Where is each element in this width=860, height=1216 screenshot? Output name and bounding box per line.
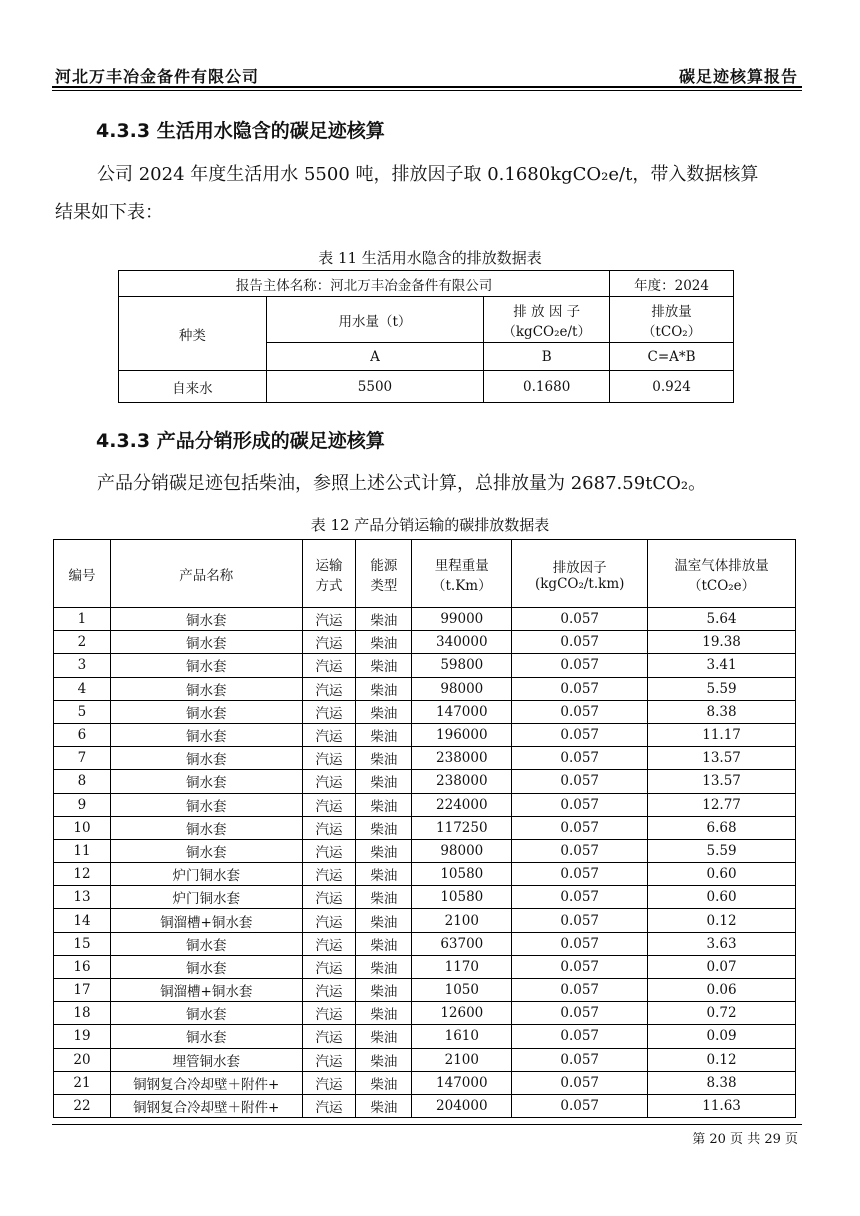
table11-caption: 表 11 生活用水隐含的排放数据表 bbox=[318, 249, 542, 267]
table12-cell-distance: 12600 bbox=[412, 1002, 512, 1025]
table12-cell-ghg: 0.12 bbox=[648, 1048, 796, 1071]
table12-cell-name: 铜水套 bbox=[110, 839, 302, 862]
table12-header-energy-line1: 能源 bbox=[370, 557, 398, 574]
table12-cell-mode: 汽运 bbox=[302, 723, 356, 746]
table12-cell-no: 6 bbox=[54, 723, 111, 746]
paragraph-water-line1: 公司 2024 年度生活用水 5500 吨，排放因子取 0.1680kgCO₂e/t，带入数据核算 bbox=[97, 164, 759, 185]
table11-col-emission bbox=[610, 297, 734, 343]
table12-cell-mode: 汽运 bbox=[302, 979, 356, 1002]
table12-cell-ghg: 13.57 bbox=[648, 770, 796, 793]
table12-cell-no: 20 bbox=[54, 1048, 111, 1071]
table-row bbox=[54, 770, 796, 793]
table-row bbox=[54, 677, 796, 700]
header-rule-thin bbox=[52, 90, 802, 91]
table12-cell-name: 铜水套 bbox=[110, 747, 302, 770]
table12-cell-no: 21 bbox=[54, 1071, 111, 1094]
table12-body bbox=[54, 608, 796, 1118]
table12-cell-energy: 柴油 bbox=[356, 979, 412, 1002]
table12-cell-mode: 汽运 bbox=[302, 955, 356, 978]
table11-row-type: 自来水 bbox=[119, 371, 267, 403]
table12-cell-mode: 汽运 bbox=[302, 1048, 356, 1071]
table12-cell-name: 铜水套 bbox=[110, 654, 302, 677]
table12-cell-factor: 0.057 bbox=[512, 863, 648, 886]
table12-cell-distance: 99000 bbox=[412, 608, 512, 631]
table12-cell-name: 铜水套 bbox=[110, 677, 302, 700]
table12-cell-ghg: 8.38 bbox=[648, 700, 796, 723]
table12-cell-no: 16 bbox=[54, 955, 111, 978]
table12-cell-energy: 柴油 bbox=[356, 747, 412, 770]
table12-cell-ghg: 5.59 bbox=[648, 677, 796, 700]
table-row bbox=[54, 955, 796, 978]
table12-cell-energy: 柴油 bbox=[356, 839, 412, 862]
table11-col-factor-line2: （kgCO₂e/t） bbox=[502, 323, 591, 340]
table-row bbox=[54, 1025, 796, 1048]
table12-cell-mode: 汽运 bbox=[302, 932, 356, 955]
table12-cell-mode: 汽运 bbox=[302, 886, 356, 909]
table12-cell-factor: 0.057 bbox=[512, 608, 648, 631]
table12-cell-name: 铜水套 bbox=[110, 1025, 302, 1048]
table12-cell-energy: 柴油 bbox=[356, 1094, 412, 1117]
table12-cell-name: 铜溜槽+铜水套 bbox=[110, 979, 302, 1002]
table12-cell-factor: 0.057 bbox=[512, 909, 648, 932]
table-row bbox=[54, 608, 796, 631]
table12-cell-name: 埋管铜水套 bbox=[110, 1048, 302, 1071]
table12-header-mode-line1: 运输 bbox=[315, 557, 343, 574]
table12-cell-factor: 0.057 bbox=[512, 723, 648, 746]
table12-cell-distance: 147000 bbox=[412, 700, 512, 723]
table12-cell-factor: 0.057 bbox=[512, 1048, 648, 1071]
table-row bbox=[54, 793, 796, 816]
table11-col-factor-line1: 排 放 因 子 bbox=[513, 303, 581, 320]
table11-col-emission-line1: 排放量 bbox=[651, 303, 692, 320]
table12-header-energy bbox=[356, 540, 412, 608]
table12-cell-energy: 柴油 bbox=[356, 886, 412, 909]
table12-cell-no: 7 bbox=[54, 747, 111, 770]
paragraph-water-line2: 结果如下表： bbox=[55, 202, 163, 223]
table12-cell-distance: 117250 bbox=[412, 816, 512, 839]
table12-cell-mode: 汽运 bbox=[302, 1094, 356, 1117]
table12-cell-energy: 柴油 bbox=[356, 700, 412, 723]
table12-cell-factor: 0.057 bbox=[512, 1071, 648, 1094]
table12-cell-mode: 汽运 bbox=[302, 700, 356, 723]
table12-cell-ghg: 19.38 bbox=[648, 631, 796, 654]
table12-header-mode-line2: 方式 bbox=[315, 577, 343, 594]
table12-cell-factor: 0.057 bbox=[512, 631, 648, 654]
table12-cell-no: 13 bbox=[54, 886, 111, 909]
table12-cell-mode: 汽运 bbox=[302, 863, 356, 886]
table12-cell-no: 1 bbox=[54, 608, 111, 631]
table-row bbox=[54, 839, 796, 862]
table12-cell-no: 22 bbox=[54, 1094, 111, 1117]
table12-header-name: 产品名称 bbox=[110, 540, 302, 608]
table12-cell-no: 19 bbox=[54, 1025, 111, 1048]
table12-cell-mode: 汽运 bbox=[302, 793, 356, 816]
table-row bbox=[54, 863, 796, 886]
table12-header-factor-line2: (kgCO₂/t.km) bbox=[534, 575, 625, 592]
table12-cell-no: 10 bbox=[54, 816, 111, 839]
table12-cell-no: 5 bbox=[54, 700, 111, 723]
table-row bbox=[54, 909, 796, 932]
paragraph-distribution-line1: 产品分销碳足迹包括柴油，参照上述公式计算，总排放量为 2687.59tCO₂。 bbox=[97, 473, 707, 494]
table12-cell-energy: 柴油 bbox=[356, 723, 412, 746]
table12-distribution-emissions bbox=[53, 539, 796, 1118]
table12-cell-factor: 0.057 bbox=[512, 700, 648, 723]
table-row bbox=[54, 1094, 796, 1117]
table12-cell-distance: 1170 bbox=[412, 955, 512, 978]
table12-header-energy-line2: 类型 bbox=[370, 577, 398, 594]
table12-cell-factor: 0.057 bbox=[512, 886, 648, 909]
paragraph-water bbox=[55, 156, 805, 232]
table12-cell-energy: 柴油 bbox=[356, 1071, 412, 1094]
table-row bbox=[54, 1071, 796, 1094]
table12-cell-ghg: 0.60 bbox=[648, 863, 796, 886]
table12-cell-distance: 98000 bbox=[412, 839, 512, 862]
section-heading-water: 4.3.3 生活用水隐含的碳足迹核算 bbox=[96, 120, 385, 142]
table12-cell-factor: 0.057 bbox=[512, 839, 648, 862]
table12-header-ghg bbox=[648, 540, 796, 608]
table12-cell-no: 3 bbox=[54, 654, 111, 677]
table12-cell-name: 铜水套 bbox=[110, 816, 302, 839]
table12-cell-mode: 汽运 bbox=[302, 747, 356, 770]
table12-cell-name: 铜钢复合冷却壁＋附件+ bbox=[110, 1094, 302, 1117]
table12-header-factor bbox=[512, 540, 648, 608]
table12-cell-mode: 汽运 bbox=[302, 608, 356, 631]
table12-cell-factor: 0.057 bbox=[512, 770, 648, 793]
table12-cell-ghg: 13.57 bbox=[648, 747, 796, 770]
table12-cell-ghg: 11.17 bbox=[648, 723, 796, 746]
table12-cell-name: 铜水套 bbox=[110, 723, 302, 746]
table12-cell-distance: 238000 bbox=[412, 770, 512, 793]
table11-col-water: 用水量（t） bbox=[266, 297, 484, 343]
table12-cell-name: 铜水套 bbox=[110, 631, 302, 654]
header-company: 河北万丰冶金备件有限公司 bbox=[55, 67, 260, 86]
table-row bbox=[54, 631, 796, 654]
table12-header-mode bbox=[302, 540, 356, 608]
table12-cell-name: 铜水套 bbox=[110, 932, 302, 955]
table12-header-distance-line2: （t.Km） bbox=[431, 577, 492, 594]
table12-cell-distance: 10580 bbox=[412, 886, 512, 909]
table11-row-water: 5500 bbox=[266, 371, 484, 403]
table12-cell-factor: 0.057 bbox=[512, 816, 648, 839]
table11-code-a: A bbox=[266, 343, 484, 371]
table11-entity: 报告主体名称：河北万丰冶金备件有限公司 bbox=[119, 271, 610, 297]
table12-cell-ghg: 5.64 bbox=[648, 608, 796, 631]
table-row bbox=[54, 1002, 796, 1025]
table12-cell-name: 铜水套 bbox=[110, 793, 302, 816]
table-row bbox=[54, 747, 796, 770]
table12-cell-ghg: 0.09 bbox=[648, 1025, 796, 1048]
table12-cell-distance: 59800 bbox=[412, 654, 512, 677]
table11-col-emission-line2: （tCO₂） bbox=[641, 323, 702, 340]
table12-cell-name: 铜水套 bbox=[110, 770, 302, 793]
table12-cell-no: 12 bbox=[54, 863, 111, 886]
table12-cell-mode: 汽运 bbox=[302, 654, 356, 677]
footer-rule bbox=[52, 1124, 802, 1125]
table12-cell-ghg: 3.63 bbox=[648, 932, 796, 955]
table12-cell-energy: 柴油 bbox=[356, 654, 412, 677]
table12-cell-energy: 柴油 bbox=[356, 1048, 412, 1071]
table12-cell-no: 17 bbox=[54, 979, 111, 1002]
table12-header-distance bbox=[412, 540, 512, 608]
table12-cell-distance: 2100 bbox=[412, 909, 512, 932]
table12-cell-ghg: 8.38 bbox=[648, 1071, 796, 1094]
table11-row-emission: 0.924 bbox=[610, 371, 734, 403]
table12-cell-energy: 柴油 bbox=[356, 631, 412, 654]
table12-cell-no: 18 bbox=[54, 1002, 111, 1025]
table12-cell-mode: 汽运 bbox=[302, 631, 356, 654]
table12-cell-distance: 1050 bbox=[412, 979, 512, 1002]
table12-cell-name: 铜水套 bbox=[110, 700, 302, 723]
table12-cell-no: 2 bbox=[54, 631, 111, 654]
table12-cell-energy: 柴油 bbox=[356, 677, 412, 700]
table12-cell-distance: 1610 bbox=[412, 1025, 512, 1048]
table12-cell-mode: 汽运 bbox=[302, 1025, 356, 1048]
table12-cell-factor: 0.057 bbox=[512, 932, 648, 955]
table12-cell-energy: 柴油 bbox=[356, 909, 412, 932]
table12-cell-mode: 汽运 bbox=[302, 1002, 356, 1025]
table12-cell-energy: 柴油 bbox=[356, 793, 412, 816]
table12-cell-factor: 0.057 bbox=[512, 1025, 648, 1048]
table-row bbox=[54, 932, 796, 955]
table12-header-ghg-line2: （tCO₂e） bbox=[687, 577, 756, 594]
table12-cell-ghg: 0.72 bbox=[648, 1002, 796, 1025]
table12-cell-distance: 204000 bbox=[412, 1094, 512, 1117]
table12-cell-energy: 柴油 bbox=[356, 770, 412, 793]
table12-header-factor-line1: 排放因子 bbox=[552, 559, 607, 576]
table-row bbox=[54, 886, 796, 909]
table12-header-no: 编号 bbox=[54, 540, 111, 608]
table12-cell-ghg: 12.77 bbox=[648, 793, 796, 816]
header-rule bbox=[52, 86, 802, 88]
table-row bbox=[54, 723, 796, 746]
table12-cell-no: 8 bbox=[54, 770, 111, 793]
table11-year: 年度：2024 bbox=[610, 271, 734, 297]
table12-cell-ghg: 11.63 bbox=[648, 1094, 796, 1117]
table-row bbox=[54, 816, 796, 839]
table12-cell-factor: 0.057 bbox=[512, 955, 648, 978]
table-row bbox=[54, 1048, 796, 1071]
table12-cell-factor: 0.057 bbox=[512, 979, 648, 1002]
table12-cell-mode: 汽运 bbox=[302, 1071, 356, 1094]
table12-cell-distance: 10580 bbox=[412, 863, 512, 886]
table12-cell-name: 铜水套 bbox=[110, 1002, 302, 1025]
table11-col-factor bbox=[484, 297, 610, 343]
table12-header-ghg-line1: 温室气体排放量 bbox=[674, 557, 769, 574]
table12-cell-no: 11 bbox=[54, 839, 111, 862]
table12-cell-ghg: 0.07 bbox=[648, 955, 796, 978]
table12-cell-ghg: 0.06 bbox=[648, 979, 796, 1002]
table11-code-b: B bbox=[484, 343, 610, 371]
table12-cell-distance: 98000 bbox=[412, 677, 512, 700]
table12-cell-distance: 196000 bbox=[412, 723, 512, 746]
table12-cell-ghg: 6.68 bbox=[648, 816, 796, 839]
table-row bbox=[54, 979, 796, 1002]
table12-cell-factor: 0.057 bbox=[512, 677, 648, 700]
table12-cell-factor: 0.057 bbox=[512, 747, 648, 770]
table12-cell-factor: 0.057 bbox=[512, 1094, 648, 1117]
table11-row-factor: 0.1680 bbox=[484, 371, 610, 403]
table11-code-c: C=A*B bbox=[610, 343, 734, 371]
table11-col-type: 种类 bbox=[119, 297, 267, 371]
table12-caption: 表 12 产品分销运输的碳排放数据表 bbox=[310, 516, 550, 534]
table12-cell-energy: 柴油 bbox=[356, 955, 412, 978]
table12-cell-name: 铜钢复合冷却壁＋附件+ bbox=[110, 1071, 302, 1094]
table12-cell-ghg: 3.41 bbox=[648, 654, 796, 677]
table12-cell-energy: 柴油 bbox=[356, 816, 412, 839]
table12-cell-factor: 0.057 bbox=[512, 1002, 648, 1025]
table12-cell-name: 铜溜槽+铜水套 bbox=[110, 909, 302, 932]
table12-cell-no: 9 bbox=[54, 793, 111, 816]
table12-cell-ghg: 5.59 bbox=[648, 839, 796, 862]
table12-cell-name: 炉门铜水套 bbox=[110, 863, 302, 886]
table-row bbox=[54, 654, 796, 677]
table12-cell-name: 铜水套 bbox=[110, 608, 302, 631]
table12-cell-energy: 柴油 bbox=[356, 1025, 412, 1048]
table12-cell-factor: 0.057 bbox=[512, 654, 648, 677]
table-row bbox=[54, 700, 796, 723]
table12-cell-name: 铜水套 bbox=[110, 955, 302, 978]
table12-cell-mode: 汽运 bbox=[302, 839, 356, 862]
table12-cell-distance: 340000 bbox=[412, 631, 512, 654]
table12-cell-mode: 汽运 bbox=[302, 770, 356, 793]
table11-water-emissions bbox=[118, 270, 734, 403]
table12-cell-name: 炉门铜水套 bbox=[110, 886, 302, 909]
table12-cell-no: 4 bbox=[54, 677, 111, 700]
paragraph-distribution bbox=[55, 465, 805, 503]
table12-cell-distance: 238000 bbox=[412, 747, 512, 770]
table12-cell-mode: 汽运 bbox=[302, 816, 356, 839]
table12-cell-energy: 柴油 bbox=[356, 608, 412, 631]
table12-cell-factor: 0.057 bbox=[512, 793, 648, 816]
footer-page-number: 第 20 页 共 29 页 bbox=[692, 1132, 798, 1147]
table12-cell-energy: 柴油 bbox=[356, 932, 412, 955]
table12-cell-mode: 汽运 bbox=[302, 909, 356, 932]
table12-cell-distance: 224000 bbox=[412, 793, 512, 816]
table12-cell-distance: 2100 bbox=[412, 1048, 512, 1071]
header-report-title: 碳足迹核算报告 bbox=[678, 67, 798, 86]
table12-cell-mode: 汽运 bbox=[302, 677, 356, 700]
table12-cell-distance: 63700 bbox=[412, 932, 512, 955]
table12-cell-distance: 147000 bbox=[412, 1071, 512, 1094]
table12-cell-ghg: 0.12 bbox=[648, 909, 796, 932]
table12-cell-no: 14 bbox=[54, 909, 111, 932]
table12-cell-energy: 柴油 bbox=[356, 863, 412, 886]
section-heading-distribution: 4.3.3 产品分销形成的碳足迹核算 bbox=[96, 430, 385, 452]
table12-cell-no: 15 bbox=[54, 932, 111, 955]
table12-cell-ghg: 0.60 bbox=[648, 886, 796, 909]
table12-header-distance-line1: 里程重量 bbox=[434, 557, 489, 574]
table12-cell-energy: 柴油 bbox=[356, 1002, 412, 1025]
